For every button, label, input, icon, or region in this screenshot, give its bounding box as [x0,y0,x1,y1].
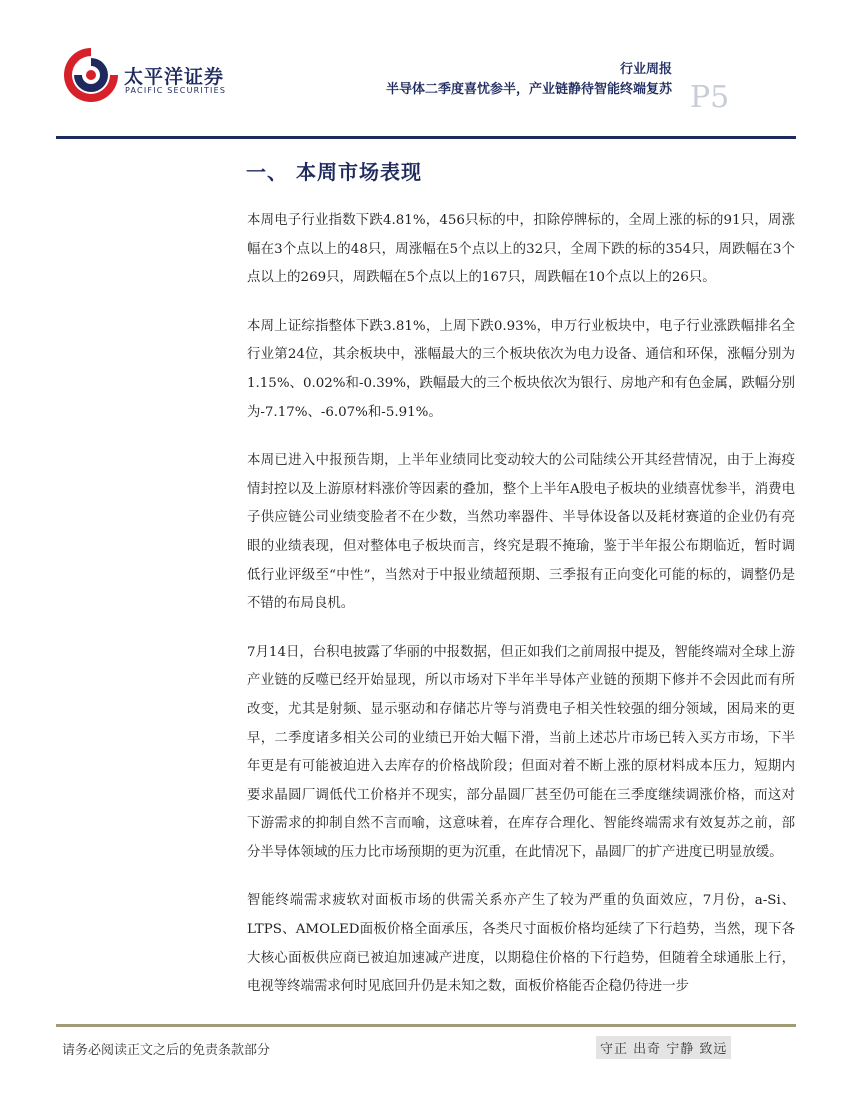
footer-divider [56,1024,796,1027]
brand-name-cn: 太平洋证券 [124,66,225,88]
page-number: P5 [690,80,730,115]
section-heading: 一、 本周市场表现 [246,160,422,184]
paragraph-semiconductor: 7月14日，台积电披露了华丽的中报数据，但正如我们之前周报中提及，智能终端对全球上游产业链的反噬已经开始显现，所以市场对下半年半导体产业链的预期下修并不会因此而有所改变，尤其是射频、显示驱动和存储芯片等与消费电子相关性较强的细分领域，困局来的更早，二季度诸多相关公司的业绩已开始大幅下滑，当前上述芯片市场已转入买方市场，下半年更是有可能被迫进入去库存的价格战阶段；但面对着不断上涨的原材料成本压力，短期内要求晶圆厂调低代工价格并不现实，部分晶圆厂甚至仍可能在三季度继续调涨价格，而这对下游需求的抑制自然不言而喻，这意味着，在库存合理化、智能终端需求有效复苏之前，部分半导体领域的压力比市场预期的更为沉重，在此情况下，晶圆厂的扩产进度已明显放缓。 [247,644,795,860]
paragraph-interim-outlook: 本周已进入中报预告期，上半年业绩同比变动较大的公司陆续公开其经营情况，由于上海疫情封控以及上游原材料涨价等因素的叠加，整个上半年A股电子板块的业绩喜忧参半，消费电子供应链公司业绩变脸者不在少数，当然功率器件、半导体设备以及耗材赛道的企业仍有亮眼的业绩表现，但对整体电子板块而言，终究是瑕不掩瑜，鉴于半年报公布期临近，暂时调低行业评级至“中性”，当然对于中报业绩超预期、三季报有正向变化可能的标的，调整仍是不错的布局良机。 [247,453,795,612]
report-title: 半导体二季度喜忧参半，产业链静待智能终端复苏 [385,82,672,97]
paragraph-display-panel: 智能终端需求疲软对面板市场的供需关系亦产生了较为严重的负面效应，7月份，a-Si、LTPS、AMOLED面板价格全面承压，各类尺寸面板价格均延续了下行趋势，当然，现下各大核心面板供应商已被迫加速减产进度，以期稳住价格的下行趋势，但随着全球通胀上行，电视等终端需求何时见底回升仍是未知之数，面板价格能否企稳仍待进一步 [247,893,795,995]
paragraph-sector-ranking: 本周上证综指整体下跌3.81%，上周下跌0.93%，申万行业板块中，电子行业涨跌幅排名全行业第24位，其余板块中，涨幅最大的三个板块依次为电力设备、通信和环保，涨幅分别为1.15%、0.02%和-0.39%，跌幅最大的三个板块依次为银行、房地产和有色金属，跌幅分别为-7.17%、-6.07%和-5.91%。 [247,318,795,420]
disclaimer-note: 请务必阅读正文之后的免责条款部分 [62,1043,271,1058]
paragraph-market-index: 本周电子行业指数下跌4.81%，456只标的中，扣除停牌标的，全周上涨的标的91只，周涨幅在3个点以上的48只，周涨幅在5个点以上的32只，全周下跌的标的354只，周跌幅在3个点以上的269只，周跌幅在5个点以上的167只，周跌幅在10个点以上的26只。 [247,213,795,286]
report-type: 行业周报 [619,62,672,77]
header-divider [56,136,796,139]
pacific-securities-logo-icon [60,44,122,106]
brand-name-en: PACIFIC SECURITIES [125,86,227,95]
report-body [247,207,795,1022]
company-motto: 守正 出奇 宁静 致远 [596,1036,731,1059]
